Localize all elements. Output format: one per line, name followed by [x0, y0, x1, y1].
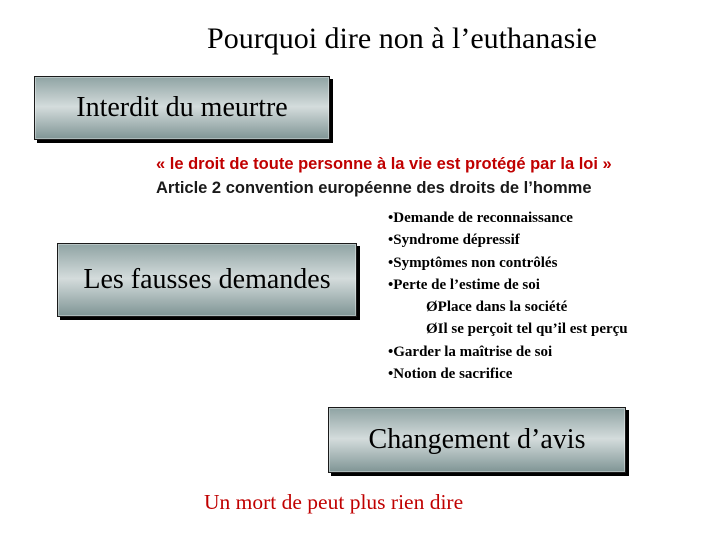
quote-line: « le droit de toute personne à la vie est protégé par la loi » — [156, 155, 612, 173]
list-item: •Demande de reconnaissance — [388, 210, 573, 226]
box-changement-avis — [328, 407, 626, 473]
quote-source: Article 2 convention européenne des droits de l’homme — [156, 179, 592, 197]
reasons-list — [388, 207, 628, 385]
box-changement-avis-label: Changement d’avis — [368, 424, 586, 455]
quote-block — [156, 152, 612, 200]
box-fausses-demandes-label: Les fausses demandes — [83, 264, 331, 295]
list-item: •Syndrome dépressif — [388, 232, 520, 249]
box-interdit-meurtre — [34, 76, 330, 140]
box-interdit-meurtre-label: Interdit du meurtre — [76, 92, 288, 123]
list-subitem: ØIl se perçoit tel qu’il est perçu — [426, 321, 628, 338]
conclusion-text: Un mort de peut plus rien dire — [204, 490, 464, 514]
list-item: •Garder la maîtrise de soi — [388, 343, 553, 360]
slide-title: Pourquoi dire non à l’euthanasie — [207, 22, 597, 55]
list-item: •Notion de sacrifice — [388, 366, 513, 383]
list-item: •Perte de l’estime de soi — [388, 276, 540, 293]
list-subitem: ØPlace dans la société — [426, 299, 568, 316]
list-item: •Symptômes non contrôlés — [388, 254, 558, 271]
box-fausses-demandes — [57, 243, 357, 317]
